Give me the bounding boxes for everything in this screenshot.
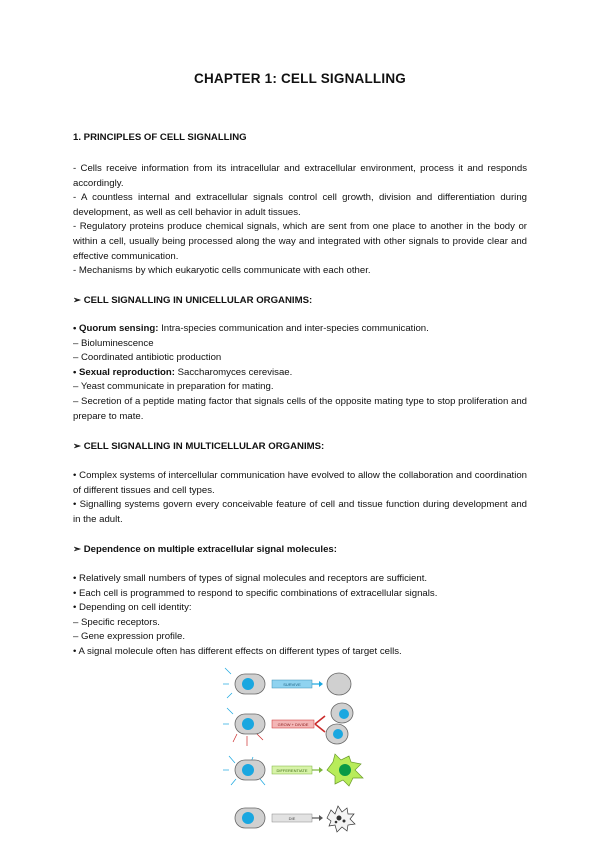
nucleus-shape	[242, 678, 254, 690]
paragraph: - A countless internal and extracellular signals control cell growth, division and differentiation during development, as well as cell behavior in adult tissues.	[73, 192, 527, 218]
label-differentiate: DIFFERENTIATE	[276, 768, 308, 773]
chapter-title: CHAPTER 1: CELL SIGNALLING	[194, 71, 406, 86]
nucleus-shape	[242, 764, 254, 776]
sexual-label: • Sexual reproduction:	[73, 366, 175, 378]
list-item: – Specific receptors.	[73, 616, 160, 628]
label-grow-divide: GROW + DIVIDE	[277, 722, 309, 727]
label-die: DIE	[288, 816, 296, 821]
paragraph: - Regulatory proteins produce chemical signals, which are sent from one place to another in the body or within a cell, usually being processed along the way and integrated with other signals to provide clear and effective communication.	[73, 221, 527, 262]
unicellular-list	[73, 322, 527, 424]
list-item: – Secretion of a peptide mating factor that signals cells of the opposite mating type to stop proliferation and prepare to mate.	[73, 395, 527, 422]
nucleus-shape	[339, 709, 349, 719]
list-item: • A signal molecule often has different effects on different types of target cells.	[73, 645, 402, 657]
dependence-list	[73, 572, 527, 660]
paragraph: • Signalling systems govern every conceivable feature of cell and tissue function during development and in the adult.	[73, 499, 527, 525]
paragraph: - Cells receive information from its intracellular and extracellular environment, process it and responds accordingly.	[73, 163, 527, 189]
figure-row-die	[235, 806, 355, 832]
list-item: • Each cell is programmed to respond to specific combinations of extracellular signals.	[73, 587, 438, 599]
figure-row-divide	[223, 703, 353, 746]
paragraph: - Mechanisms by which eukaryotic cells communicate with each other.	[73, 265, 371, 277]
list-item: • Depending on cell identity:	[73, 602, 192, 614]
label-survive: SURVIVE	[283, 682, 301, 687]
nucleus-shape	[242, 812, 254, 824]
signal-response-figure	[215, 662, 385, 842]
cell-shape	[327, 673, 351, 695]
nucleus-shape	[242, 718, 254, 730]
list-item: – Coordinated antibiotic production	[73, 352, 222, 364]
principles-paragraphs	[73, 162, 527, 279]
quorum-label: • Quorum sensing:	[73, 323, 159, 334]
quorum-text: Intra-species communication and inter-species communication.	[158, 323, 429, 334]
list-item: • Relatively small numbers of types of signal molecules and receptors are sufficient.	[73, 573, 428, 584]
figure-row-survive	[223, 668, 351, 698]
list-item: – Gene expression profile.	[73, 631, 185, 643]
section-heading-principles: 1. PRINCIPLES OF CELL SIGNALLING	[73, 132, 247, 143]
nucleus-shape	[339, 764, 351, 776]
list-item: – Bioluminescence	[73, 337, 154, 349]
section-heading-dependence: ➣ Dependence on multiple extracellular signal molecules:	[73, 544, 337, 555]
section-heading-multicellular: ➢ CELL SIGNALLING IN MULTICELLULAR ORGANIMS:	[73, 441, 325, 452]
list-item	[73, 322, 527, 337]
sexual-text: Saccharomyces cerevisae.	[174, 366, 293, 378]
section-heading-unicellular: ➢ CELL SIGNALLING IN UNICELLULAR ORGANIMS:	[73, 295, 313, 306]
list-item	[73, 366, 527, 381]
multicellular-paragraphs	[73, 469, 527, 527]
list-item: – Yeast communicate in preparation for mating.	[73, 381, 274, 393]
nucleus-shape	[333, 729, 343, 739]
paragraph: • Complex systems of intercellular communication have evolved to allow the collaboration and coordination of different tissues and cell types.	[73, 470, 527, 496]
figure-row-differentiate	[223, 754, 363, 786]
